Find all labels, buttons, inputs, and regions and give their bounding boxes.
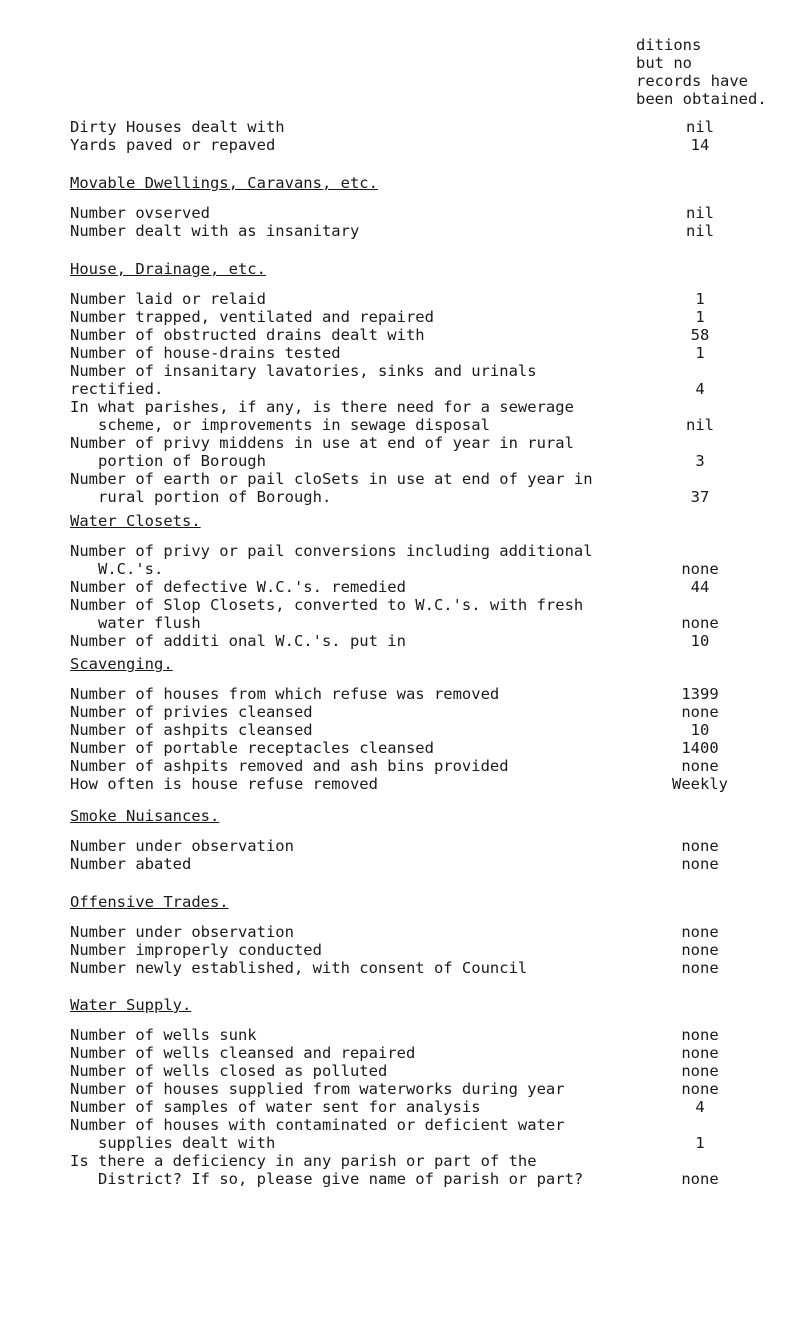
row-label: Number of defective W.C.'s. remedied <box>70 578 406 596</box>
table-row <box>70 398 770 434</box>
table-row <box>70 578 770 596</box>
table-row <box>70 308 770 326</box>
row-value: none <box>681 837 719 855</box>
row-label: Is there a deficiency in any parish or part of the District? If so, please give name of parish or part? <box>70 1152 584 1188</box>
table-row <box>70 434 770 470</box>
row-label: Number of privies cleansed <box>70 703 313 721</box>
row-label: Number of house-drains tested <box>70 344 341 362</box>
row-label: Number of ashpits cleansed <box>70 721 313 739</box>
table-row <box>70 739 770 757</box>
table-row <box>70 118 770 136</box>
table-row <box>70 596 770 632</box>
row-label: Number of wells closed as polluted <box>70 1062 388 1080</box>
row-label: Number laid or relaid <box>70 290 266 308</box>
row-value: 10 <box>690 721 710 739</box>
section-title: Water Closets. <box>70 512 201 530</box>
table-row <box>70 959 770 977</box>
section-title: Movable Dwellings, Caravans, etc. <box>70 174 378 192</box>
section-scavenging <box>70 655 770 793</box>
table-row <box>70 1098 770 1116</box>
row-label: Number abated <box>70 855 192 873</box>
table-row <box>70 344 770 362</box>
table-row <box>70 1116 770 1152</box>
row-label: In what parishes, if any, is there need for a sewerage scheme, or improvements in sewage disposal <box>70 398 574 434</box>
row-label: Number of Slop Closets, converted to W.C.'s. with fresh water flush <box>70 596 584 632</box>
row-label: Number of privy or pail conversions including additional W.C.'s. <box>70 542 593 578</box>
row-value: none <box>681 757 719 775</box>
row-label: Number of ashpits removed and ash bins provided <box>70 757 509 775</box>
row-value: 1 <box>695 344 705 362</box>
row-label: Number dealt with as insanitary <box>70 222 360 240</box>
table-row <box>70 757 770 775</box>
row-value: 1 <box>695 308 705 326</box>
table-row <box>70 1026 770 1044</box>
section-water-supply <box>70 996 770 1188</box>
row-value: 1400 <box>681 739 719 757</box>
table-row <box>70 632 770 650</box>
row-label: Number of samples of water sent for analysis <box>70 1098 481 1116</box>
row-label: Number under observation <box>70 923 294 941</box>
table-row <box>70 136 770 154</box>
row-value: 1399 <box>681 685 719 703</box>
row-value: nil <box>686 416 714 434</box>
row-label: Number of wells cleansed and repaired <box>70 1044 416 1062</box>
table-row <box>70 362 770 398</box>
row-value: none <box>681 855 719 873</box>
row-label: Dirty Houses dealt with <box>70 118 285 136</box>
section-movable-dwellings <box>70 174 770 240</box>
row-value: 3 <box>695 452 705 470</box>
table-row <box>70 1152 770 1188</box>
row-value: none <box>681 923 719 941</box>
row-value: 58 <box>690 326 710 344</box>
row-label: Number of privy middens in use at end of year in rural portion of Borough <box>70 434 574 470</box>
table-row <box>70 1044 770 1062</box>
row-value: none <box>681 1044 719 1062</box>
row-value: none <box>681 1062 719 1080</box>
section-title: Scavenging. <box>70 655 173 673</box>
row-label: How often is house refuse removed <box>70 775 378 793</box>
row-value: none <box>681 560 719 578</box>
note-line: but no <box>636 54 692 72</box>
section-general <box>70 118 770 154</box>
row-label: Number of portable receptacles cleansed <box>70 739 434 757</box>
row-label: Number trapped, ventilated and repaired <box>70 308 434 326</box>
row-value: 4 <box>695 380 705 398</box>
table-row <box>70 703 770 721</box>
row-label: Yards paved or repaved <box>70 136 276 154</box>
row-label: Number of earth or pail cloSets in use at end of year in rural portion of Borough. <box>70 470 593 506</box>
row-label: Number improperly conducted <box>70 941 322 959</box>
table-row <box>70 775 770 793</box>
row-value: none <box>681 1080 719 1098</box>
row-value: none <box>681 941 719 959</box>
row-label: Number of obstructed drains dealt with <box>70 326 425 344</box>
table-row <box>70 470 770 506</box>
table-row <box>70 204 770 222</box>
row-value: Weekly <box>672 775 728 793</box>
row-value: nil <box>686 222 714 240</box>
row-label: Number of wells sunk <box>70 1026 257 1044</box>
row-value: none <box>681 959 719 977</box>
row-label: Number of insanitary lavatories, sinks and urinals rectified. <box>70 362 537 398</box>
row-value: nil <box>686 118 714 136</box>
row-value: 10 <box>690 632 710 650</box>
row-label: Number of houses supplied from waterworks during year <box>70 1080 565 1098</box>
section-offensive-trades <box>70 893 770 977</box>
note-line: ditions <box>636 36 702 54</box>
row-label: Number of houses from which refuse was removed <box>70 685 500 703</box>
row-value: 1 <box>695 1134 705 1152</box>
row-value: 37 <box>690 488 710 506</box>
section-title: House, Drainage, etc. <box>70 260 266 278</box>
table-row <box>70 837 770 855</box>
table-row <box>70 721 770 739</box>
table-row <box>70 685 770 703</box>
row-value: none <box>681 1170 719 1188</box>
table-row <box>70 290 770 308</box>
row-value: none <box>681 614 719 632</box>
continuation-note <box>636 36 767 108</box>
row-value: nil <box>686 204 714 222</box>
row-label: Number of houses with contaminated or deficient water supplies dealt with <box>70 1116 565 1152</box>
table-row <box>70 923 770 941</box>
row-value: 1 <box>695 290 705 308</box>
table-row <box>70 326 770 344</box>
note-line: records have <box>636 72 748 90</box>
table-row <box>70 222 770 240</box>
section-title: Offensive Trades. <box>70 893 229 911</box>
section-title: Smoke Nuisances. <box>70 807 220 825</box>
section-smoke-nuisances <box>70 807 770 873</box>
row-value: 4 <box>695 1098 705 1116</box>
row-value: 44 <box>690 578 710 596</box>
row-label: Number of additi onal W.C.'s. put in <box>70 632 406 650</box>
note-line: been obtained. <box>636 90 767 108</box>
row-value: none <box>681 1026 719 1044</box>
row-label: Number newly established, with consent of Council <box>70 959 528 977</box>
section-house-drainage <box>70 260 770 506</box>
table-row <box>70 941 770 959</box>
table-row <box>70 1062 770 1080</box>
section-water-closets <box>70 512 770 650</box>
row-label: Number ovserved <box>70 204 210 222</box>
table-row <box>70 542 770 578</box>
section-title: Water Supply. <box>70 996 192 1014</box>
row-value: none <box>681 703 719 721</box>
table-row <box>70 1080 770 1098</box>
row-value: 14 <box>690 136 710 154</box>
table-row <box>70 855 770 873</box>
row-label: Number under observation <box>70 837 294 855</box>
